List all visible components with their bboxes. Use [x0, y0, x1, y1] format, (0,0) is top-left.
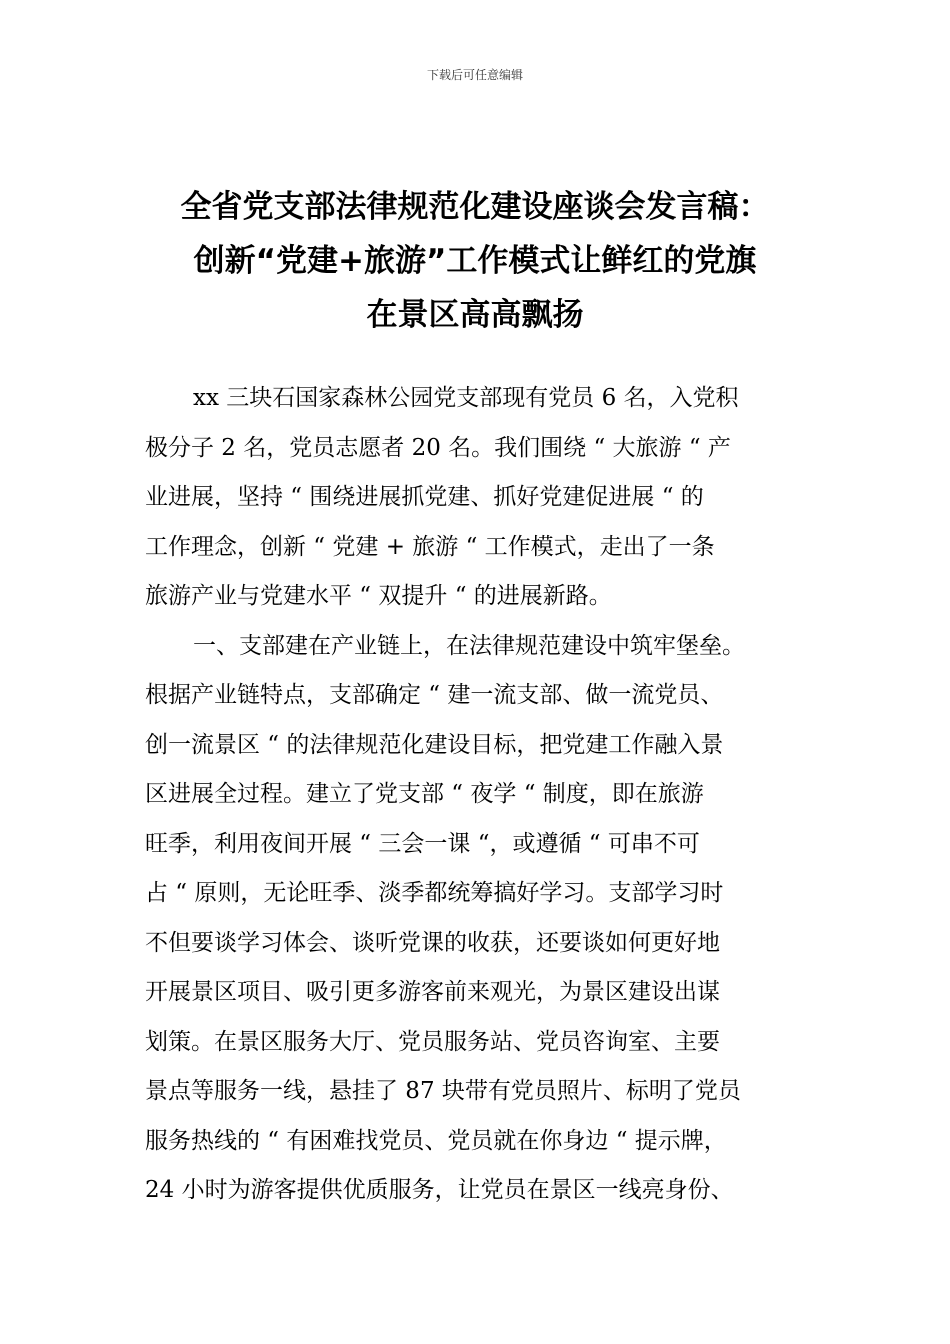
paragraph-line: 工作理念，创新 “ 党建 + 旅游 “ 工作模式，走出了一条 [145, 533, 715, 560]
paragraph-line: 旺季，利用夜间开展 “ 三会一课 “，或遵循 “ 可串不可 [145, 830, 700, 857]
paragraph-line: 不但要谈学习体会、谈听党课的收获，还要谈如何更好地 [145, 929, 720, 956]
paragraph-line: 一、支部建在产业链上，在法律规范建设中筑牢堡垒。 [193, 632, 745, 659]
title-line: 创新“党建+旅游”工作模式让鲜红的党旗 [193, 243, 757, 279]
document-body [145, 374, 825, 1216]
paragraph-line: 旅游产业与党建水平 “ 双提升 “ 的进展新路。 [145, 583, 612, 609]
document-title [110, 180, 840, 342]
paragraph-line: 景点等服务一线，悬挂了 87 块带有党员照片、标明了党员 [145, 1078, 741, 1104]
title-line: 全省党支部法律规范化建设座谈会发言稿： [180, 189, 770, 225]
title-line: 在景区高高飘扬 [366, 297, 584, 333]
paragraph-line: 根据产业链特点，支部确定 “ 建一流支部、做一流党员、 [145, 682, 724, 708]
paragraph-line: 划策。在景区服务大厅、党员服务站、党员咨询室、主要 [145, 1028, 720, 1055]
paragraph-line: 极分子 2 名，党员志愿者 20 名。我们围绕 “ 大旅游 “ 产 [145, 434, 731, 461]
header-note: 下载后可任意编辑 [426, 68, 523, 82]
paragraph-line: 服务热线的 “ 有困难找党员、党员就在你身边 “ 提示牌， [145, 1127, 727, 1154]
paragraph-line: 24 小时为游客提供优质服务，让党员在景区一线亮身份、 [145, 1177, 734, 1203]
paragraph-line: 开展景区项目、吸引更多游客前来观光，为景区建设出谋 [145, 979, 720, 1005]
paragraph-line: xx 三块石国家森林公园党支部现有党员 6 名，入党积 [193, 385, 739, 411]
paragraph-line: 创一流景区 “ 的法律规范化建设目标，把党建工作融入景 [145, 731, 724, 758]
paragraph-line: 占 “ 原则，无论旺季、淡季都统筹搞好学习。支部学习时 [145, 880, 724, 906]
paragraph-line: 区进展全过程。建立了党支部 “ 夜学 “ 制度，即在旅游 [145, 781, 704, 807]
paragraph-line: 业进展，坚持 “ 围绕进展抓党建、抓好党建促进展 “ 的 [145, 484, 704, 510]
